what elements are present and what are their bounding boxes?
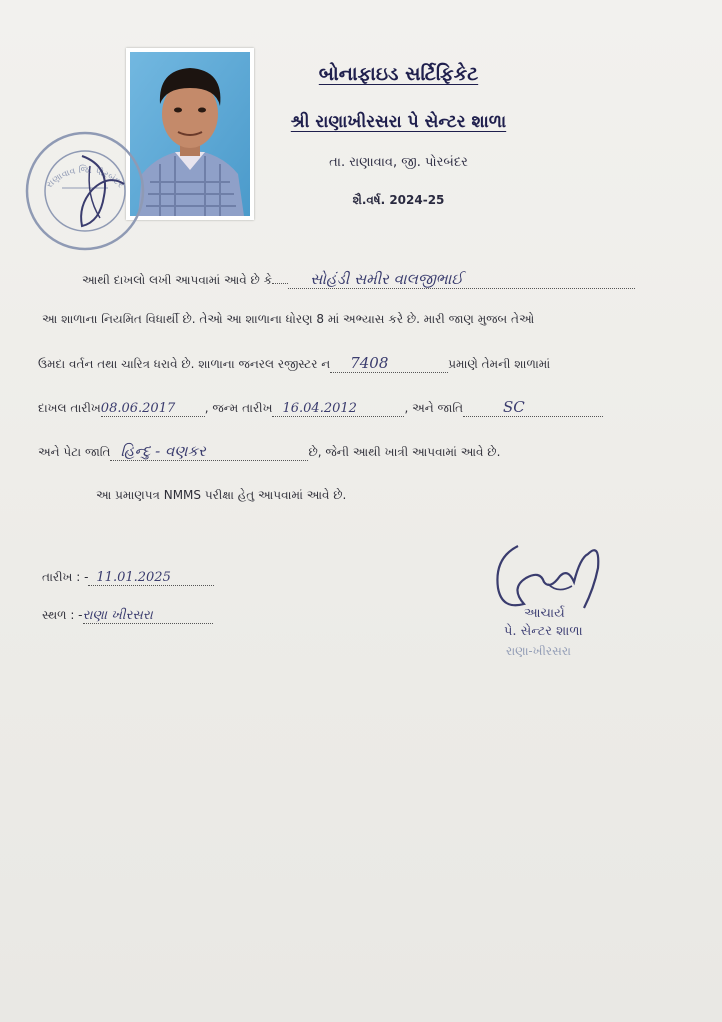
school-name: શ્રી રાણાખીરસરા પે સેન્ટર શાળા [290, 112, 507, 132]
stamp-text: રાણાવાવ જિ. પોરબંદર [44, 165, 126, 191]
certificate-title: બોનાફાઇડ સર્ટિફિકેટ [318, 63, 479, 85]
body-line-4: દાખલ તારીખ08.06.2017 , જન્મ તારીખ 16.04.2012 , અને જાતિ SC [38, 398, 603, 417]
academic-year: શૈ.વર્ષ. 2024-25 [352, 193, 445, 207]
student-name: સોહંડી સમીર વાલજીભાઈ [288, 270, 635, 289]
register-number: 7408 [330, 354, 448, 373]
body-line-2: આ શાળાના નિયમિત વિધાર્થી છે. તેઓ આ શાળાના ધોરણ 8 માં અભ્યાસ કરે છે. મારી જાણ મુજબ તેઓ [42, 312, 535, 326]
purpose-line: આ પ્રમાણપત્ર NMMS પરીક્ષા હેતુ આપવામાં આવે છે. [96, 488, 347, 502]
place-line: સ્થળ : -રાણા ખીરસરા [42, 608, 213, 624]
sub-caste: હિન્દુ - વણકર [110, 442, 308, 461]
admission-date: 08.06.2017 [101, 401, 205, 417]
body-line-3: ઉમદા વર્તન તથા ચારિત્ર ધરાવે છે. શાળાના જનરલ રજીસ્ટર ન 7408 પ્રમાણે તેમની શાળામાં [38, 354, 551, 372]
date-of-birth: 16.04.2012 [272, 401, 404, 417]
school-stamp [20, 126, 150, 256]
signature-school: પે. સેન્ટર શાળા [504, 624, 583, 639]
issue-date: 11.01.2025 [88, 570, 214, 586]
signature-place: રાણા-ખીરસરા [506, 644, 571, 658]
caste: SC [463, 398, 603, 417]
issue-date-line: તારીખ : - 11.01.2025 [42, 570, 214, 586]
place: રાણા ખીરસરા [83, 608, 213, 624]
body-line-5: અને પેટા જાતિ હિન્દુ - વણકર છે, જેની આથી ખાત્રી આપવામાં આવે છે. [38, 442, 501, 460]
body-line-1: આથી દાખલો લખી આપવામાં આવે છે કે સોહંડી સમીર વાલજીભાઈ [82, 270, 635, 289]
school-address: તા. રાણાવાવ, જી. પોરબંદર [329, 155, 468, 170]
signature-role: આચાર્ય [524, 606, 565, 621]
